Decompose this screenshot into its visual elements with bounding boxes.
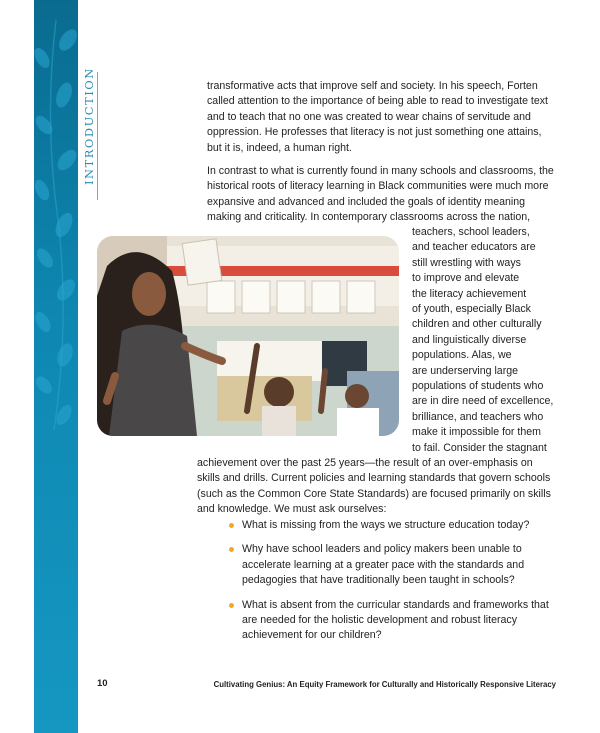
bullet-icon xyxy=(229,523,234,528)
text-line: brilliance, and teachers who xyxy=(412,410,544,423)
paragraph-3-continued: achievement over the past 25 years—the result of an over-emphasis on skills and drills. Current policies and learning standards that govern schools (such as the Common Core State Standards) are focused primarily on skills and knowledge. We must ask ourselves: xyxy=(197,457,551,516)
question-list xyxy=(228,518,558,653)
leaf-pattern-icon xyxy=(34,0,78,733)
decorative-sidebar xyxy=(34,0,78,733)
list-item xyxy=(228,598,558,644)
text-line: populations. Alas, we xyxy=(412,349,512,362)
section-label-rule xyxy=(97,72,98,200)
text-line: are underserving large xyxy=(412,364,518,377)
text-line: are in dire need of excellence, xyxy=(412,395,554,408)
footer-book-title: Cultivating Genius: An Equity Framework for Culturally and Historically Responsive Literacy xyxy=(213,680,556,689)
section-label xyxy=(82,67,96,200)
teacher-classroom-image xyxy=(97,236,399,436)
text-line: make it impossible for them xyxy=(412,426,541,439)
text-line: to fail. Consider the stagnant xyxy=(412,441,547,454)
list-item-text: What is missing from the ways we structure education today? xyxy=(242,519,530,531)
classroom-photo xyxy=(97,236,399,436)
list-item xyxy=(228,518,558,533)
text-line: of youth, especially Black xyxy=(412,303,531,316)
page-number: 10 xyxy=(97,678,108,689)
text-line: still wrestling with ways xyxy=(412,256,521,269)
paragraph-3-wrapped xyxy=(412,225,562,456)
text-line: teachers, school leaders, xyxy=(412,226,530,238)
text-line: children and other culturally xyxy=(412,318,542,331)
text-line: and linguistically diverse xyxy=(412,333,527,346)
list-item xyxy=(228,542,558,588)
section-label-text: INTRODUCTION xyxy=(82,67,96,185)
paragraph-2: In contrast to what is currently found in many schools and classrooms, the historical roots of literacy learning in Black communities were much more expansive and advanced and included the goals of identity meaning making and criticality. In contemporary classrooms across the nation, xyxy=(207,165,554,224)
list-item-text: What is absent from the curricular standards and frameworks that are needed for the holistic development and robust literacy achievement for our children? xyxy=(242,598,549,642)
text-line: the literacy achievement xyxy=(412,287,527,300)
text-line: populations of students who xyxy=(412,380,544,393)
list-item-text: Why have school leaders and policy makers been unable to accelerate learning at a greater pace with the standards and pedagogies that have traditionally been taught in schools? xyxy=(242,543,525,587)
paragraph-1: transformative acts that improve self and society. In his speech, Forten called attention to the importance of being able to read to investigate text and to teach that no one was created to wear chains of servitude and oppression. He professes that literacy is not just something one attains, but it is, indeed, a human right. xyxy=(207,80,548,154)
text-line: to improve and elevate xyxy=(412,272,520,285)
text-line: and teacher educators are xyxy=(412,241,536,254)
bullet-icon xyxy=(229,547,234,552)
bullet-icon xyxy=(229,603,234,608)
